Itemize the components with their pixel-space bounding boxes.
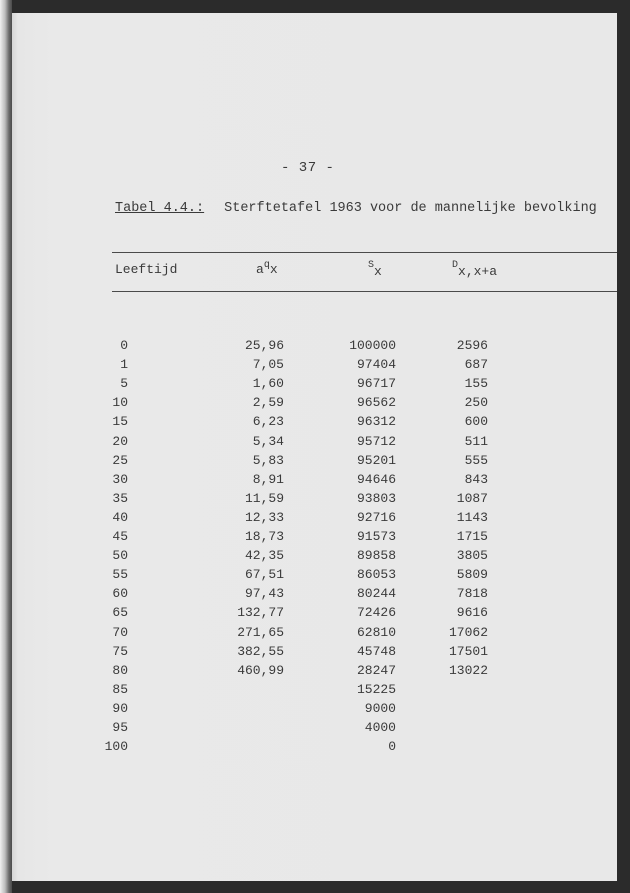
d-cell: 250 xyxy=(464,395,488,411)
age-cell: 45 xyxy=(112,529,128,544)
s-cell: 94646 xyxy=(356,471,396,487)
d-cell: 5809 xyxy=(456,567,488,583)
age-cell: 5 xyxy=(120,376,128,392)
age-cell: 1 xyxy=(120,357,128,373)
table-row xyxy=(0,605,630,623)
d-cell: 17501 xyxy=(448,643,488,659)
s-cell: 9000 xyxy=(364,700,396,716)
s-cell: 96562 xyxy=(356,395,396,411)
age-cell: 25 xyxy=(112,452,128,468)
table-row xyxy=(0,376,630,394)
table-row xyxy=(0,453,630,471)
s-cell: 97404 xyxy=(356,357,396,373)
age-cell: 60 xyxy=(112,586,128,602)
header-q xyxy=(256,262,278,277)
age-cell: 80 xyxy=(112,662,128,678)
table-caption xyxy=(115,201,597,216)
table-row xyxy=(0,434,630,452)
header-d-sub: x,x+a xyxy=(458,264,498,279)
s-cell: 96717 xyxy=(356,376,396,392)
q-cell: 5,34 xyxy=(252,433,284,449)
q-cell: 5,83 xyxy=(252,452,284,468)
d-cell: 555 xyxy=(464,452,488,468)
age-cell: 85 xyxy=(112,681,128,697)
s-cell: 28247 xyxy=(356,662,396,678)
q-cell: 460,99 xyxy=(237,662,284,678)
table-row xyxy=(0,567,630,585)
table-row xyxy=(0,625,630,643)
s-cell: 15225 xyxy=(356,681,396,697)
table-row xyxy=(0,529,630,547)
d-cell: 843 xyxy=(464,471,488,487)
table-row xyxy=(0,701,630,719)
q-cell: 42,35 xyxy=(244,548,284,564)
age-cell: 20 xyxy=(112,433,128,449)
table-row xyxy=(0,739,630,757)
s-cell: 93803 xyxy=(356,490,396,506)
d-cell: 687 xyxy=(464,357,488,373)
q-cell: 8,91 xyxy=(252,471,284,487)
table-row xyxy=(0,586,630,604)
header-d xyxy=(452,262,497,277)
s-cell: 62810 xyxy=(356,624,396,640)
table-row xyxy=(0,395,630,413)
age-cell: 95 xyxy=(112,720,128,735)
d-cell: 9616 xyxy=(456,605,488,621)
q-cell: 97,43 xyxy=(244,586,284,602)
q-cell: 12,33 xyxy=(244,509,284,525)
d-cell: 7818 xyxy=(456,586,488,602)
header-age: Leeftijd xyxy=(115,262,178,277)
table-row xyxy=(0,491,630,509)
age-cell: 0 xyxy=(120,338,128,353)
q-cell: 7,05 xyxy=(252,357,284,373)
age-cell: 90 xyxy=(112,700,128,716)
q-cell: 2,59 xyxy=(252,395,284,411)
header-s-sup: S xyxy=(368,260,375,271)
table-label: Tabel 4.4.: xyxy=(115,201,205,216)
header-bottom-rule xyxy=(112,291,617,292)
s-cell: 100000 xyxy=(349,338,396,353)
table-row xyxy=(0,644,630,662)
d-cell: 3805 xyxy=(456,548,488,564)
table-row xyxy=(0,414,630,432)
table-row xyxy=(0,663,630,681)
s-cell: 96312 xyxy=(356,414,396,430)
header-q-sub: x xyxy=(269,262,278,277)
q-cell: 18,73 xyxy=(244,529,284,544)
q-cell: 271,65 xyxy=(237,624,284,640)
d-cell: 155 xyxy=(464,376,488,392)
header-q-sup: q xyxy=(263,260,270,271)
age-cell: 70 xyxy=(112,624,128,640)
d-cell: 2596 xyxy=(456,338,488,353)
q-cell: 25,96 xyxy=(244,338,284,353)
header-d-sup: D xyxy=(452,260,459,271)
table-row xyxy=(0,548,630,566)
age-cell: 30 xyxy=(112,471,128,487)
q-cell: 382,55 xyxy=(237,643,284,659)
table-row xyxy=(0,472,630,490)
table-row xyxy=(0,510,630,528)
d-cell: 17062 xyxy=(448,624,488,640)
q-cell: 1,60 xyxy=(252,376,284,392)
q-cell: 6,23 xyxy=(252,414,284,430)
s-cell: 72426 xyxy=(356,605,396,621)
s-cell: 92716 xyxy=(356,509,396,525)
age-cell: 65 xyxy=(112,605,128,621)
s-cell: 0 xyxy=(388,739,396,755)
d-cell: 1715 xyxy=(456,529,488,544)
d-cell: 13022 xyxy=(448,662,488,678)
s-cell: 95712 xyxy=(356,433,396,449)
age-cell: 75 xyxy=(112,643,128,659)
age-cell: 55 xyxy=(112,567,128,583)
q-cell: 132,77 xyxy=(237,605,284,621)
s-cell: 86053 xyxy=(356,567,396,583)
q-cell: 67,51 xyxy=(244,567,284,583)
header-top-rule xyxy=(112,252,617,253)
table-row xyxy=(0,682,630,700)
d-cell: 1087 xyxy=(456,490,488,506)
d-cell: 600 xyxy=(464,414,488,430)
header-s xyxy=(368,262,382,277)
age-cell: 10 xyxy=(112,395,128,411)
q-cell: 11,59 xyxy=(244,490,284,506)
d-cell: 511 xyxy=(464,433,488,449)
age-cell: 15 xyxy=(112,414,128,430)
s-cell: 80244 xyxy=(356,586,396,602)
s-cell: 45748 xyxy=(356,643,396,659)
age-cell: 40 xyxy=(112,509,128,525)
age-cell: 100 xyxy=(104,739,128,755)
s-cell: 91573 xyxy=(356,529,396,544)
table-row xyxy=(0,338,630,356)
page-number: - 37 - xyxy=(281,160,335,176)
table-title: Sterftetafel 1963 voor de mannelijke bevolking xyxy=(224,201,597,216)
age-cell: 50 xyxy=(112,548,128,564)
s-cell: 4000 xyxy=(364,720,396,735)
s-cell: 95201 xyxy=(356,452,396,468)
table-row xyxy=(0,720,630,738)
header-q-prefix: a xyxy=(256,262,264,277)
d-cell: 1143 xyxy=(456,509,488,525)
header-s-sub: x xyxy=(374,264,382,279)
table-row xyxy=(0,357,630,375)
s-cell: 89858 xyxy=(356,548,396,564)
age-cell: 35 xyxy=(112,490,128,506)
